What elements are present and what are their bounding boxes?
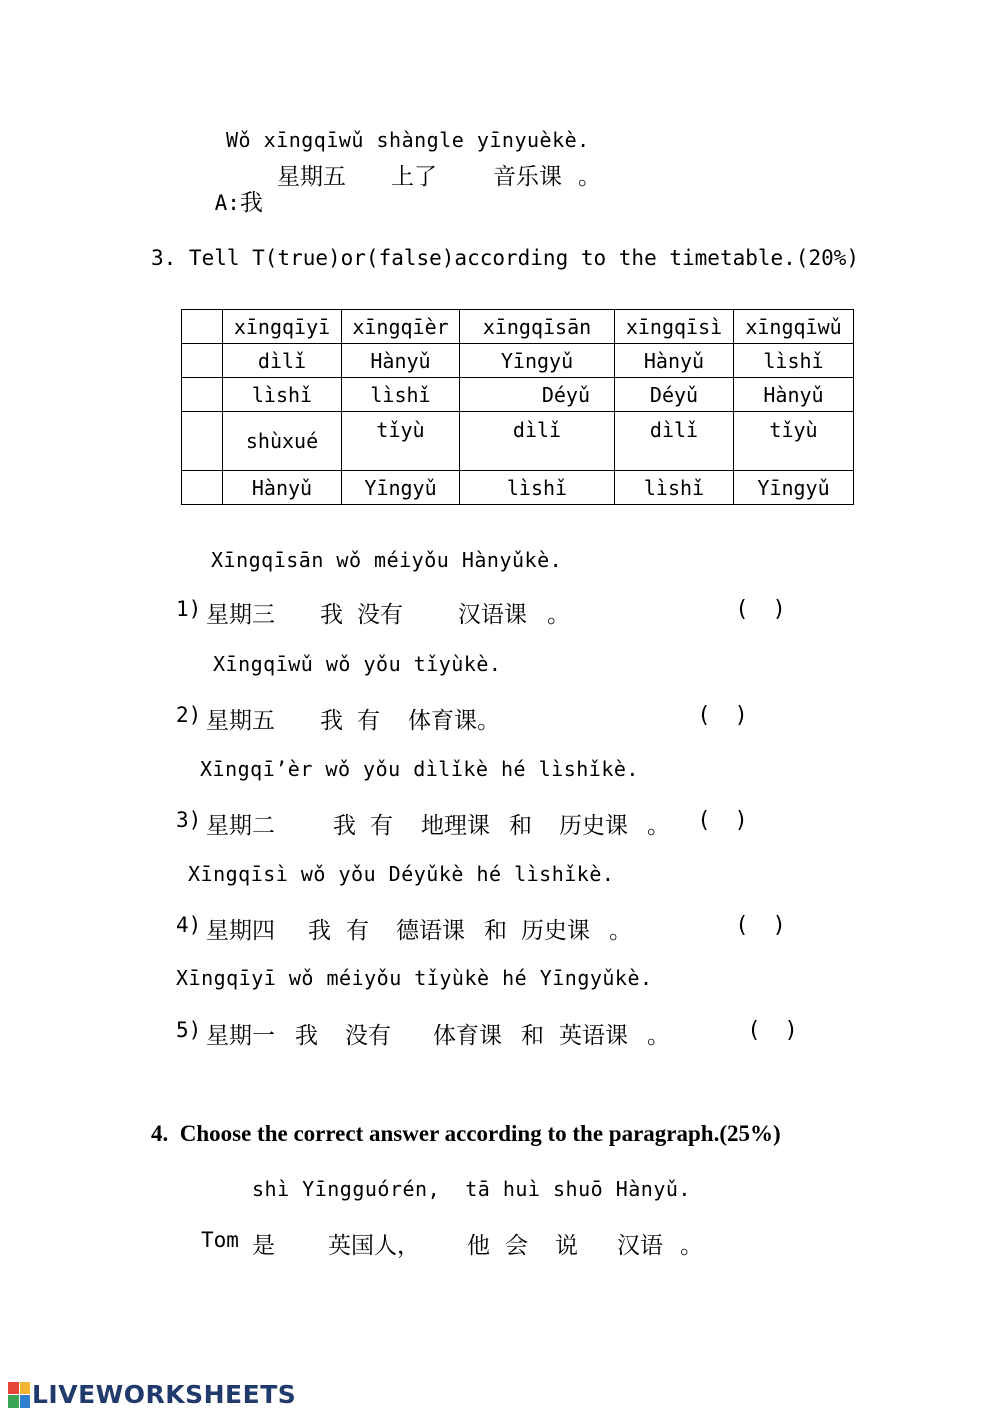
question-number: 1): [176, 597, 202, 621]
question-pinyin: Xīngqīsān wǒ méiyǒu Hànyǔkè.: [211, 548, 563, 572]
word: 。: [609, 918, 632, 944]
table-cell: shùxué: [223, 412, 342, 471]
word: 上了: [391, 164, 437, 190]
timetable-header-row: [182, 310, 854, 344]
word: 我: [320, 708, 343, 734]
word: 我: [295, 1023, 318, 1049]
word: 。: [547, 602, 570, 628]
table-cell: Hànyǔ: [223, 471, 342, 505]
word: 。: [578, 164, 601, 190]
word: 体育课: [433, 1023, 502, 1049]
answer-blank[interactable]: ( ): [700, 808, 746, 833]
word: 是: [252, 1233, 275, 1259]
table-cell: lìshǐ: [460, 471, 615, 505]
timetable-row: [182, 471, 854, 505]
table-cell: Hànyǔ: [342, 344, 460, 378]
question-pinyin: Xīngqīwǔ wǒ yǒu tǐyùkè.: [213, 652, 502, 676]
table-cell: Déyǔ: [460, 378, 615, 412]
word: 有: [346, 918, 369, 944]
row-label-cell: [182, 412, 223, 471]
word: 会: [505, 1233, 528, 1259]
answer-blank[interactable]: ( ): [700, 703, 746, 728]
row-label-cell: [182, 471, 223, 505]
header-cell: xīngqīsān: [460, 310, 615, 344]
word: 我: [333, 813, 356, 839]
header-cell: xīngqīwǔ: [734, 310, 854, 344]
word: 历史课: [559, 813, 628, 839]
word: 汉语: [617, 1233, 663, 1259]
word: 星期一: [206, 1023, 275, 1049]
timetable: [181, 309, 854, 505]
table-cell: Yīngyǔ: [460, 344, 615, 378]
word: 说: [555, 1233, 578, 1259]
table-cell: lìshǐ: [342, 378, 460, 412]
word: 和: [521, 1023, 544, 1049]
word: 和: [509, 813, 532, 839]
word: 我: [320, 602, 343, 628]
section4-name: Tom: [201, 1228, 239, 1252]
word: 音乐课: [493, 164, 562, 190]
word: 星期四: [206, 918, 275, 944]
row-label-cell: [182, 310, 223, 344]
answer-blank[interactable]: ( ): [738, 913, 784, 938]
word: 星期五: [206, 708, 275, 734]
table-cell: tǐyù: [342, 412, 460, 471]
section4-heading: 4. Choose the correct answer according to the paragraph.(25%): [151, 1121, 781, 1146]
word: 星期五: [277, 164, 346, 190]
section3-heading: 3. Tell T(true)or(false)according to the timetable.(20%): [151, 246, 860, 270]
table-cell: tǐyù: [734, 412, 854, 471]
question-number: 4): [176, 913, 202, 937]
table-cell: lìshǐ: [734, 344, 854, 378]
table-cell: lìshǐ: [223, 378, 342, 412]
table-cell: dìlǐ: [615, 412, 734, 471]
table-cell: Hànyǔ: [615, 344, 734, 378]
word: 英语课: [559, 1023, 628, 1049]
word: 他: [467, 1233, 490, 1259]
word: 汉语课: [458, 602, 527, 628]
timetable-row: [182, 412, 854, 471]
word: 地理课: [421, 813, 490, 839]
word: 。: [680, 1233, 703, 1259]
logo-text: LIVEWORKSHEETS: [32, 1380, 297, 1409]
header-cell: xīngqīèr: [342, 310, 460, 344]
header-cell: xīngqīyī: [223, 310, 342, 344]
question-pinyin: Xīngqīyī wǒ méiyǒu tǐyùkè hé Yīngyǔkè.: [176, 966, 653, 990]
word: 星期三: [206, 602, 275, 628]
intro-pinyin: Wǒ xīngqīwǔ shàngle yīnyuèkè.: [226, 128, 590, 152]
timetable-row: [182, 344, 854, 378]
word: 星期二: [206, 813, 275, 839]
word: 。: [647, 1023, 670, 1049]
intro-answer: [200, 158, 263, 217]
row-label-cell: [182, 344, 223, 378]
word: 我: [308, 918, 331, 944]
row-label-cell: [182, 378, 223, 412]
answer-blank[interactable]: ( ): [738, 597, 784, 622]
header-cell: xīngqīsì: [615, 310, 734, 344]
word: 。: [647, 813, 670, 839]
word: 体育课。: [408, 708, 500, 734]
word: 有: [357, 708, 380, 734]
answer-blank[interactable]: ( ): [750, 1018, 796, 1043]
word: 我: [239, 190, 263, 216]
timetable-row: [182, 378, 854, 412]
answer-prefix: A:: [214, 191, 240, 215]
word: 和: [484, 918, 507, 944]
word: 英国人，: [328, 1233, 420, 1259]
table-cell: dìlǐ: [460, 412, 615, 471]
question-number: 3): [176, 808, 202, 832]
question-pinyin: Xīngqī’èr wǒ yǒu dìlǐkè hé lìshǐkè.: [200, 757, 639, 781]
table-cell: lìshǐ: [615, 471, 734, 505]
table-cell: Yīngyǔ: [734, 471, 854, 505]
table-cell: dìlǐ: [223, 344, 342, 378]
question-number: 2): [176, 703, 202, 727]
section4-pinyin: shì Yīngguórén, tā huì shuō Hànyǔ.: [252, 1177, 691, 1201]
table-cell: Yīngyǔ: [342, 471, 460, 505]
word: 没有: [357, 602, 403, 628]
word: 有: [370, 813, 393, 839]
word: 德语课: [396, 918, 465, 944]
word: 没有: [345, 1023, 391, 1049]
table-cell: Déyǔ: [615, 378, 734, 412]
question-number: 5): [176, 1018, 202, 1042]
word: 历史课: [521, 918, 590, 944]
table-cell: Hànyǔ: [734, 378, 854, 412]
liveworksheets-logo: [8, 1380, 296, 1409]
question-pinyin: Xīngqīsì wǒ yǒu Déyǔkè hé lìshǐkè.: [188, 862, 615, 886]
logo-mark-icon: [8, 1382, 30, 1408]
